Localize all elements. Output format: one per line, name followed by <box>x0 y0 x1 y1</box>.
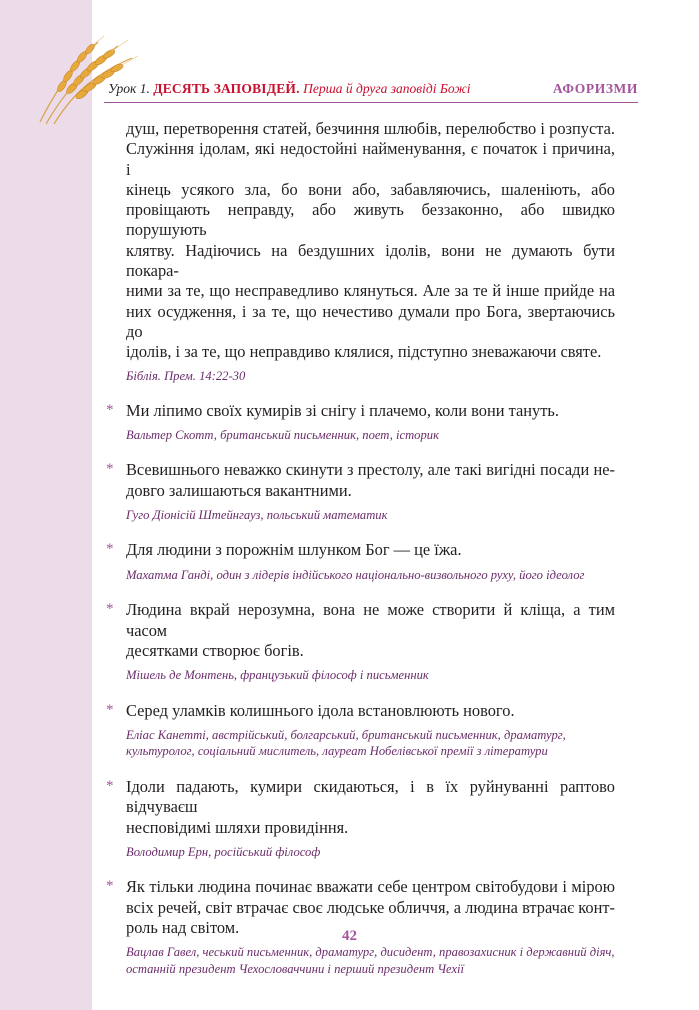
asterisk-bullet-icon: * <box>106 461 114 478</box>
quote-line: довго залишаються вакантними. <box>126 480 352 500</box>
quote-line: десятками створює богів. <box>126 640 304 660</box>
aphorism-item <box>106 700 615 760</box>
aphorism-item <box>106 460 615 523</box>
aphorism-quote <box>126 777 615 838</box>
page-number: 42 <box>342 928 357 944</box>
quote-line: Як тільки людина починає вважати себе центром світобудови і мірою <box>126 877 615 897</box>
aphorism-author <box>126 944 615 977</box>
author-line: Мішель де Монтень, французький філософ і письменник <box>126 668 429 683</box>
paragraph-line: душ, перетворення статей, безчиння шлюбів, перелюбство і розпуста. <box>126 119 615 138</box>
author-line: Махатма Ганді, один з лідерів індійського національно-визвольного руху, його ідеолог <box>126 567 585 582</box>
quote-line: Людина вкрай нерозумна, вона не може створити й кліща, а тим часом <box>126 600 615 640</box>
author-line: Еліас Канетті, австрійський, болгарський, британський письменник, драматург, <box>126 727 566 742</box>
aphorism-author <box>126 567 615 584</box>
author-line: Вальтер Скотт, британський письменник, поет, історик <box>126 427 439 442</box>
asterisk-bullet-icon: * <box>106 601 114 618</box>
aphorism-author <box>126 667 615 684</box>
author-line: останній президент Чехословаччини і перший президент Чехії <box>126 961 465 976</box>
asterisk-bullet-icon: * <box>106 777 114 794</box>
aphorism-author <box>126 427 615 444</box>
aphorism-quote <box>126 701 615 721</box>
paragraph-line: кінець усякого зла, бо вони або, забавляючись, шаленіють, або <box>126 179 615 199</box>
aphorism-author <box>126 727 615 760</box>
lesson-subtitle: Перша й друга заповіді Божі <box>303 81 471 96</box>
intro-source: Біблія. Прем. 14:22-30 <box>126 368 246 383</box>
paragraph-line: провіщають неправду, або живуть беззаконно, або швидко порушують <box>126 200 615 240</box>
paragraph-line: них осудження, і за те, що нечестиво думали про Бога, звертаючись до <box>126 301 615 341</box>
aphorism-item <box>106 600 615 683</box>
author-line: культуролог, соціальний мислитель, лауреат Нобелівської премії з літератури <box>126 744 548 759</box>
quote-line: роль над світом. <box>126 917 240 937</box>
lesson-number: Урок 1. <box>108 81 150 96</box>
paragraph-line: ідолів, і за те, що неправдиво клялися, підступно зневажаючи святе. <box>126 342 602 362</box>
aphorism-quote <box>126 540 615 560</box>
quote-line: Ідоли падають, кумири скидаються, і в їх руйнуванні раптово відчуваєш <box>126 776 615 817</box>
asterisk-bullet-icon: * <box>106 701 114 718</box>
quote-line: Серед уламків колишнього ідола встановлюють нового. <box>126 700 515 720</box>
author-line: Гуго Діонісій Штейнгауз, польський математик <box>126 507 388 522</box>
quote-line: всіх речей, світ втрачає своє людське обличчя, а людина втрачає конт- <box>126 897 615 917</box>
paragraph-line: Служіння ідолам, які недостойні найменування, є початок і причина, і <box>126 139 615 179</box>
aphorism-item <box>106 776 615 860</box>
author-line: Вацлав Гавел, чеський письменник, драматург, дисидент, правозахисник і державний діяч, <box>126 945 615 960</box>
author-line: Володимир Ерн, російський філософ <box>126 844 321 859</box>
quote-line: несповідимі шляхи провидіння. <box>126 817 349 837</box>
asterisk-bullet-icon: * <box>106 541 114 558</box>
aphorism-quote <box>126 401 615 421</box>
section-title: АФОРИЗМИ <box>552 81 638 96</box>
running-header <box>104 78 638 100</box>
paragraph-line: клятву. Надіючись на бездушних ідолів, вони не думають бути покара- <box>126 240 615 281</box>
asterisk-bullet-icon: * <box>106 401 114 418</box>
intro-paragraph <box>126 119 615 363</box>
aphorism-quote <box>126 600 615 661</box>
aphorism-quote <box>126 460 615 501</box>
quote-line: Всевишнього неважко скинути з престолу, але такі вигідні посади не- <box>126 460 615 480</box>
side-band <box>0 0 92 1010</box>
quote-line: Ми ліпимо своїх кумирів зі снігу і плачемо, коли вони тануть. <box>126 400 559 420</box>
aphorism-item <box>106 540 615 583</box>
header-rule <box>104 102 638 103</box>
paragraph-line: ними за те, що несправедливо клянуться. Але за те й інше прийде на <box>126 281 615 301</box>
aphorism-author <box>126 844 615 861</box>
page-content <box>106 119 615 977</box>
lesson-title: ДЕСЯТЬ ЗАПОВІДЕЙ. <box>153 81 300 96</box>
aphorism-author <box>126 507 615 524</box>
aphorism-item <box>106 400 615 444</box>
asterisk-bullet-icon: * <box>106 878 114 895</box>
quote-line: Для людини з порожнім шлунком Бог — це їжа. <box>126 540 462 560</box>
